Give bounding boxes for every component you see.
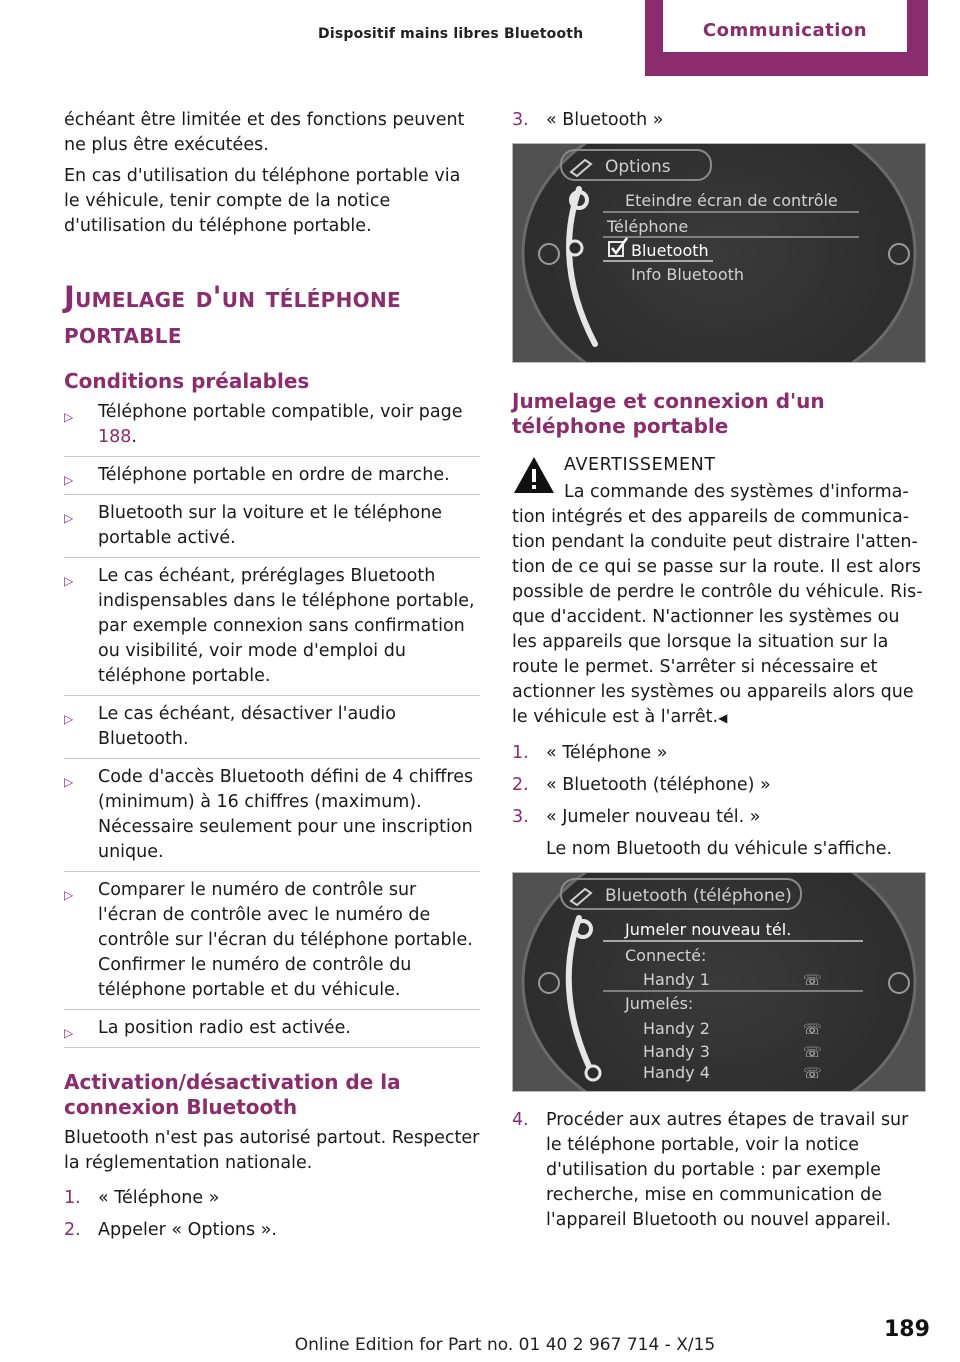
step-item bbox=[512, 773, 926, 798]
screenshot-options-menu bbox=[512, 143, 926, 363]
list-item-text: Comparer le numéro de contrôle sur l'écran de contrôle avec le numéro de contrôle sur l'écran du téléphone portable. Confirmer le numéro de contrôle du téléphone portable et du véhicule. bbox=[98, 880, 473, 1000]
step-text: « Jumeler nouveau tél. » bbox=[546, 807, 761, 827]
triangle-bullet-icon: ▷ bbox=[64, 712, 74, 726]
list-item-text: Bluetooth sur la voiture et le téléphone portable activé. bbox=[98, 503, 443, 548]
step-number: 2. bbox=[512, 775, 529, 795]
intro-paragraph-1: échéant être limitée et des fonctions peuvent ne plus être exécutées. bbox=[64, 110, 465, 155]
menu-item: Eteindre écran de contrôle bbox=[625, 191, 838, 210]
menu-item: Téléphone bbox=[607, 217, 689, 236]
device-item: Handy 2 bbox=[643, 1019, 710, 1038]
device-item: Handy 4 bbox=[643, 1063, 710, 1082]
screen-title: Options bbox=[605, 157, 671, 177]
triangle-bullet-icon: ▷ bbox=[64, 775, 74, 789]
warning-body: La commande des systèmes d'information intégrés et des appareils de communication pendant la conduite peut distraire l'attention de ce qui se passe sur la route. Il est alors possible de perdre le contrôle du véhicule. Risque d'accident. N'actionner les systèmes ou les appareils que lorsque la situation sur la route le permet. S'arrêter si nécessaire et actionner les systèmes ou appareils alors que le véhicule est à l'arrêt. bbox=[512, 482, 923, 727]
triangle-bullet-icon: ▷ bbox=[64, 410, 74, 424]
activation-steps bbox=[64, 1186, 480, 1243]
triangle-bullet-icon: ▷ bbox=[64, 574, 74, 588]
list-item-text: Téléphone portable en ordre de marche. bbox=[98, 465, 450, 485]
warning-text bbox=[512, 480, 926, 731]
warning-box bbox=[512, 453, 926, 731]
screenshot-bluetooth-phone-menu bbox=[512, 872, 926, 1092]
list-item bbox=[64, 765, 480, 872]
subheading-pairing: Jumelage et connexion d'un téléphone portable bbox=[512, 389, 825, 438]
step-subtext: Le nom Bluetooth du véhicule s'affiche. bbox=[546, 839, 893, 859]
running-header-section: Dispositif mains libres Bluetooth bbox=[318, 26, 584, 42]
list-item bbox=[64, 501, 480, 558]
menu-item-selected: Jumeler nouveau tél. bbox=[625, 920, 792, 939]
chapter-tab bbox=[645, 0, 928, 76]
step-item bbox=[64, 1186, 480, 1211]
triangle-bullet-icon: ▷ bbox=[64, 888, 74, 902]
activation-steps-continued bbox=[512, 108, 926, 133]
step-text: « Téléphone » bbox=[546, 743, 668, 763]
bluetooth-note: Bluetooth n'est pas autorisé partout. Respecter la réglementation nationale. bbox=[64, 1128, 480, 1173]
list-item bbox=[64, 878, 480, 1010]
subheading-bluetooth-activation: Activation/désactivation de la connexion Bluetooth bbox=[64, 1070, 401, 1119]
step-text: Procéder aux autres étapes de travail sur le téléphone portable, voir la notice d'utilisation du portable : par exemple recherche, mise en communication de l'appareil Bluetooth ou nouvel appareil. bbox=[546, 1110, 909, 1230]
step-item bbox=[512, 1108, 926, 1233]
prerequisites-list bbox=[64, 400, 480, 1048]
right-column bbox=[512, 108, 926, 1240]
footer-edition: Online Edition for Part no. 01 40 2 967 714 - X/15 bbox=[294, 1335, 716, 1355]
intro-paragraph-2: En cas d'utilisation du téléphone portable via le véhicule, tenir compte de la notice d'utilisation du téléphone portable. bbox=[64, 166, 461, 236]
phone-icon: ☏ bbox=[803, 1043, 822, 1061]
step-item bbox=[512, 805, 926, 862]
triangle-bullet-icon: ▷ bbox=[64, 511, 74, 525]
step-text: « Bluetooth » bbox=[546, 110, 664, 130]
list-item bbox=[64, 400, 480, 457]
list-item-text: Code d'accès Bluetooth défini de 4 chiffres (minimum) à 16 chiffres (maximum). Nécessaire seulement pour une inscription unique. bbox=[98, 767, 474, 862]
step-item bbox=[512, 108, 926, 133]
end-marker-icon: ◀ bbox=[718, 711, 728, 725]
pairing-steps-continued bbox=[512, 1108, 926, 1233]
group-label: Connecté: bbox=[625, 946, 707, 965]
phone-icon: ☏ bbox=[803, 1064, 822, 1082]
chapter-tab-label: Communication bbox=[702, 20, 868, 41]
list-item-text: . bbox=[131, 427, 137, 447]
list-item bbox=[64, 463, 480, 495]
step-number: 1. bbox=[64, 1188, 81, 1208]
step-text: « Téléphone » bbox=[98, 1188, 220, 1208]
triangle-bullet-icon: ▷ bbox=[64, 473, 74, 487]
list-item bbox=[64, 564, 480, 696]
device-item: Handy 3 bbox=[643, 1042, 710, 1061]
subheading-prerequisites: Conditions préalables bbox=[64, 369, 310, 393]
step-text: Appeler « Options ». bbox=[98, 1220, 277, 1240]
left-column bbox=[64, 108, 480, 1250]
menu-item-selected: Bluetooth bbox=[631, 241, 709, 260]
warning-title: AVERTISSEMENT bbox=[564, 455, 716, 475]
list-item-text: Le cas échéant, préréglages Bluetooth indispensables dans le téléphone portable, par exemple connexion sans confirmation ou visibilité, voir mode d'emploi du téléphone portable. bbox=[98, 566, 475, 686]
step-number: 3. bbox=[512, 807, 529, 827]
screen-title: Bluetooth (téléphone) bbox=[605, 886, 792, 906]
list-item-text: Le cas échéant, désactiver l'audio Bluetooth. bbox=[98, 704, 396, 749]
list-item bbox=[64, 1016, 480, 1048]
phone-icon: ☏ bbox=[803, 1020, 822, 1038]
step-number: 1. bbox=[512, 743, 529, 763]
list-item-text: Téléphone portable compatible, voir page bbox=[98, 402, 463, 422]
phone-icon: ☏ bbox=[803, 971, 822, 989]
pairing-steps bbox=[512, 741, 926, 862]
chapter-tab-inner bbox=[663, 0, 907, 52]
group-label: Jumelés: bbox=[625, 994, 694, 1013]
warning-triangle-icon bbox=[512, 455, 556, 495]
page-link[interactable]: 188 bbox=[98, 427, 132, 447]
list-item-text: La position radio est activée. bbox=[98, 1018, 351, 1038]
step-number: 2. bbox=[64, 1220, 81, 1240]
list-item bbox=[64, 702, 480, 759]
menu-item: Info Bluetooth bbox=[631, 265, 745, 284]
step-item bbox=[512, 741, 926, 766]
page-number: 189 bbox=[884, 1317, 930, 1342]
section-title: Jumelage d'un téléphone portable bbox=[64, 280, 401, 350]
device-item: Handy 1 bbox=[643, 970, 710, 989]
step-item bbox=[64, 1218, 480, 1243]
step-number: 3. bbox=[512, 110, 529, 130]
step-text: « Bluetooth (téléphone) » bbox=[546, 775, 771, 795]
step-number: 4. bbox=[512, 1110, 529, 1130]
triangle-bullet-icon: ▷ bbox=[64, 1026, 74, 1040]
